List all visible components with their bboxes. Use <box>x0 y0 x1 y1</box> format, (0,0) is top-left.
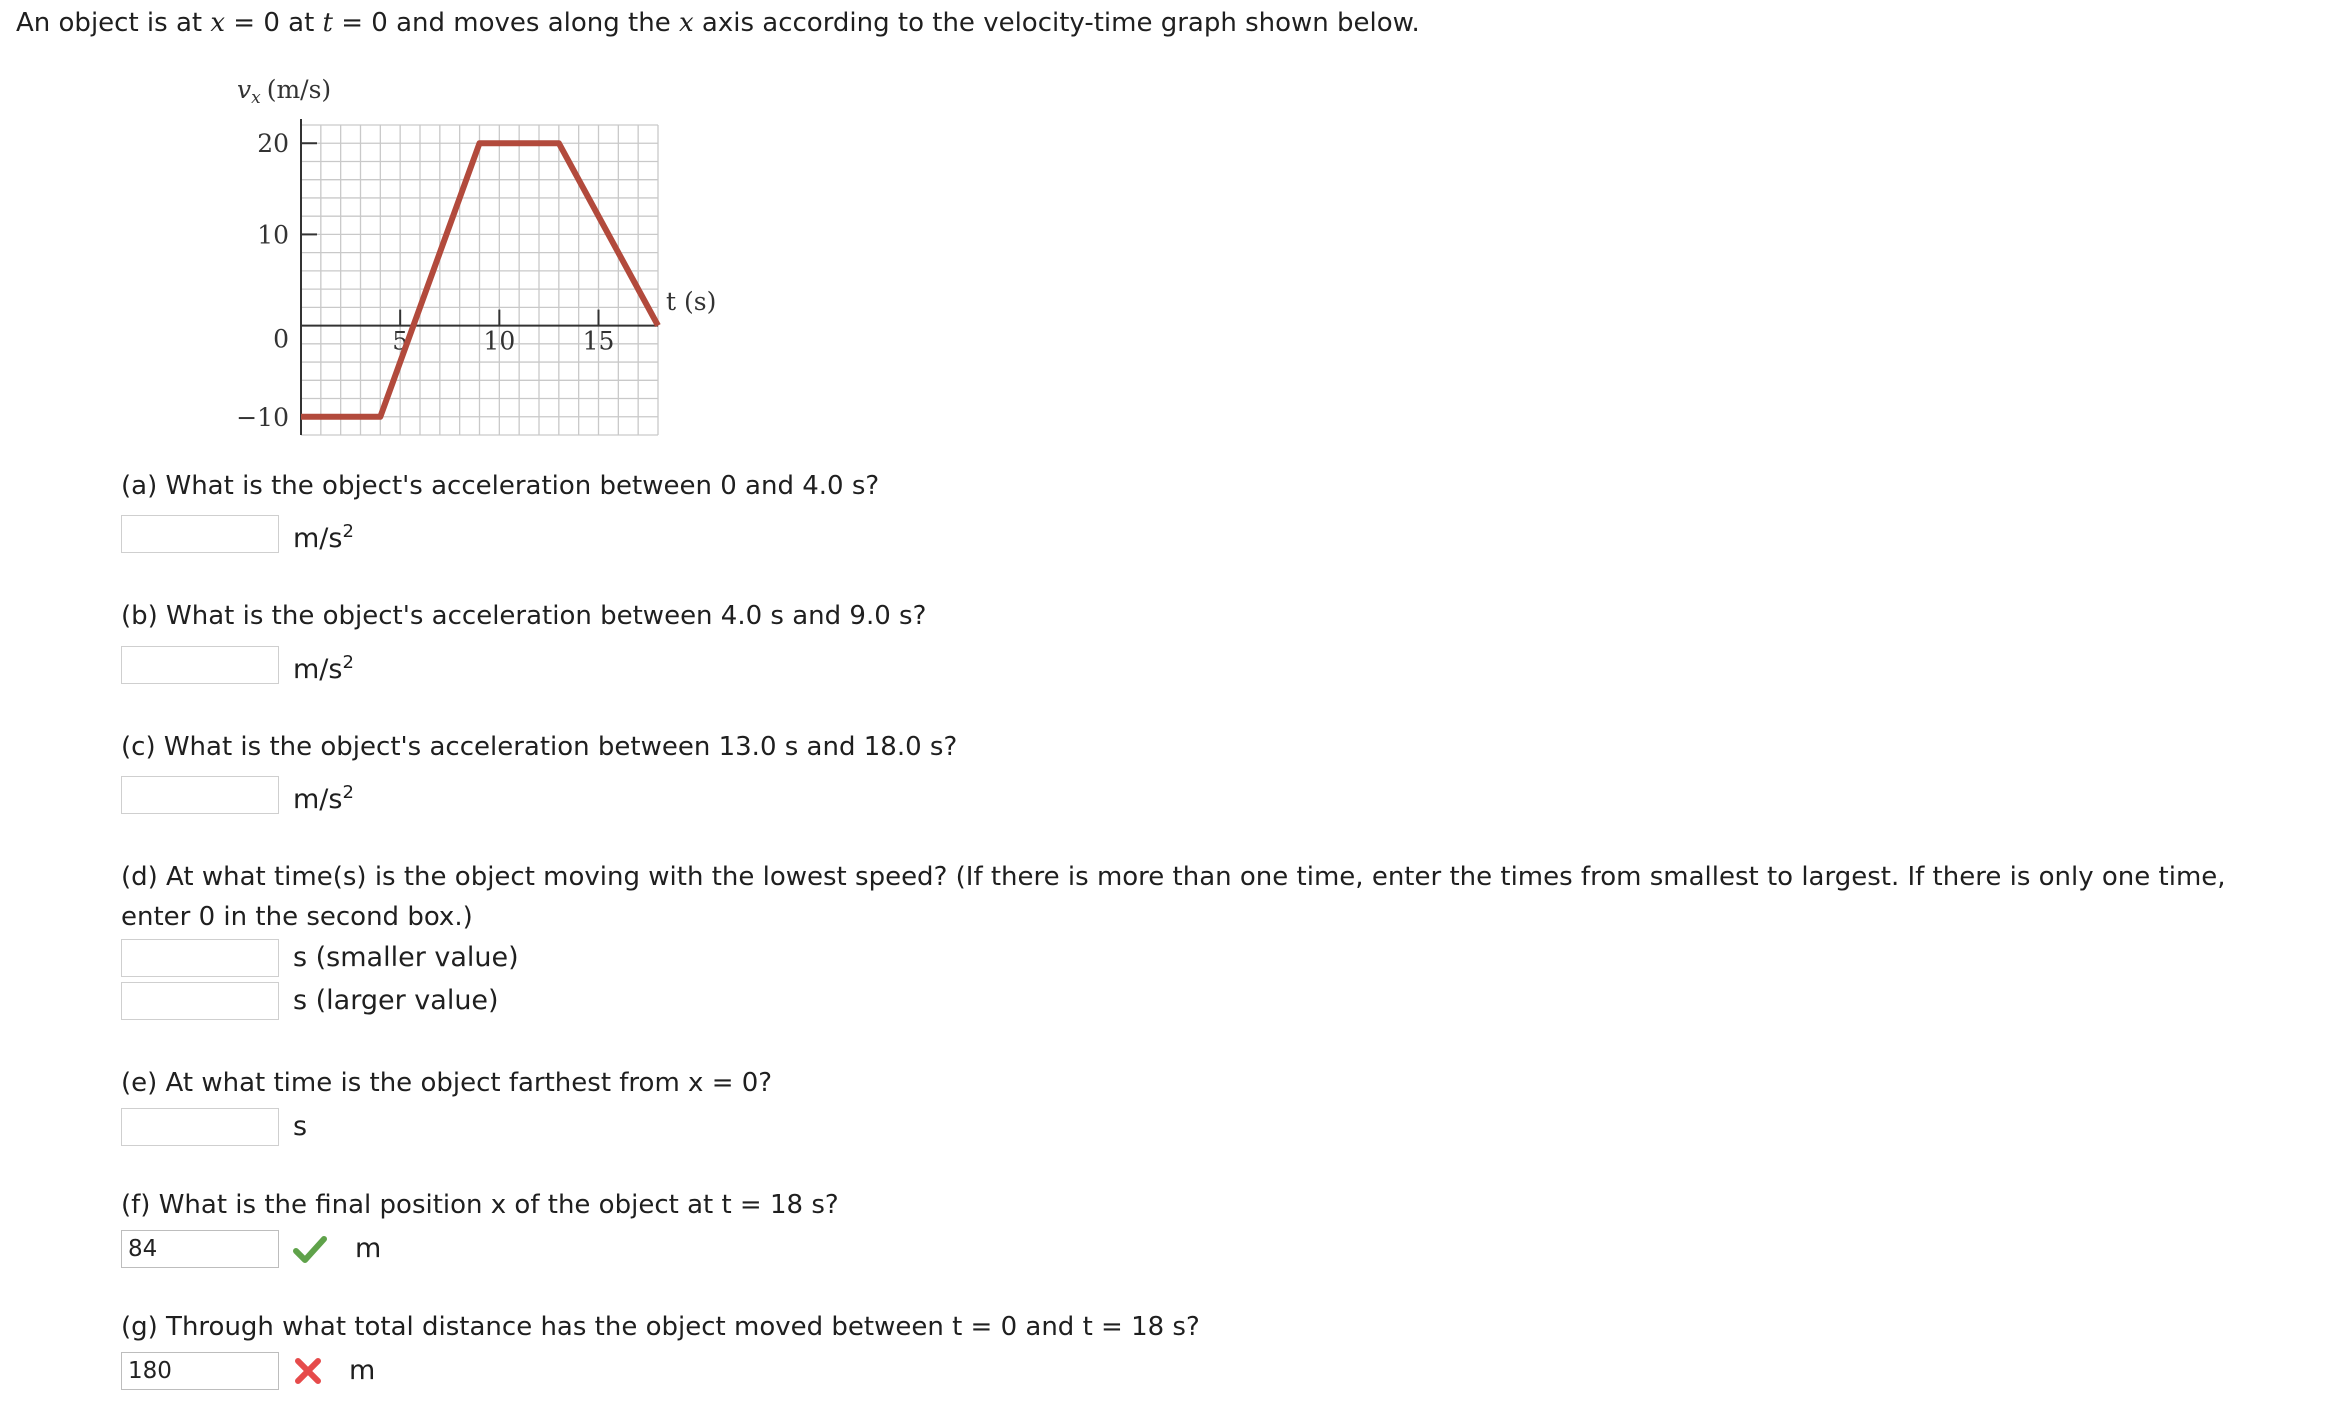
question-c-text: (c) What is the object's acceleration between 13.0 s and 18.0 s? <box>121 732 958 762</box>
answer-d-smaller-input[interactable] <box>121 939 279 977</box>
x-tick-label: 10 <box>483 326 516 356</box>
graph-ticks <box>236 129 614 432</box>
graph-grid <box>301 125 658 435</box>
x-axis-label: t (s) <box>666 287 717 316</box>
y-tick-label: 20 <box>257 129 289 159</box>
var-x: x <box>210 8 226 38</box>
unit-e: s <box>293 1111 308 1142</box>
x-tick-label: 15 <box>582 326 615 356</box>
var-t: t <box>322 8 333 38</box>
unit-g: m <box>349 1355 376 1386</box>
answer-e-input[interactable] <box>121 1108 279 1146</box>
question-g-text: (g) Through what total distance has the object moved between t = 0 and t = 18 s? <box>121 1312 1200 1342</box>
y-tick-label: −10 <box>236 402 289 432</box>
answer-g-input[interactable] <box>121 1352 279 1390</box>
answer-b-input[interactable] <box>121 646 279 684</box>
velocity-time-graph <box>215 70 735 450</box>
answer-d-larger-input[interactable] <box>121 982 279 1020</box>
answer-c-input[interactable] <box>121 776 279 814</box>
y-tick-label: 10 <box>257 220 289 250</box>
answer-a-input[interactable] <box>121 515 279 553</box>
unit-c: $m/s^2$ <box>293 782 354 815</box>
y-axis-label: $v_x$ (m/s) <box>237 75 332 108</box>
question-f-text: (f) What is the final position x of the object at t = 18 s? <box>121 1190 839 1220</box>
question-b-text: (b) What is the object's acceleration between 4.0 s and 9.0 s? <box>121 601 927 631</box>
x-tick-label: 5 <box>392 326 409 356</box>
unit-a: $m/s^2$ <box>293 521 354 554</box>
answer-f-input[interactable] <box>121 1230 279 1268</box>
unit-d-larger: s (larger value) <box>293 985 499 1016</box>
checkmark-icon <box>293 1236 327 1264</box>
question-e-text: (e) At what time is the object farthest from x = 0? <box>121 1068 773 1098</box>
y-tick-label: 0 <box>273 324 289 354</box>
question-d-text: (d) At what time(s) is the object moving with the lowest speed? (If there is more than one time, enter the times from smallest to largest. If there is only one time, enter 0 in the second box.) <box>121 862 2226 932</box>
unit-d-smaller: s (smaller value) <box>293 942 519 973</box>
cross-icon <box>293 1356 323 1386</box>
question-a-text: (a) What is the object's acceleration between 0 and 4.0 s? <box>121 471 880 501</box>
unit-f: m <box>355 1233 382 1264</box>
var-x-axis: x <box>678 8 694 38</box>
problem-statement: An object is at x = 0 at t = 0 and moves along the x axis according to the velocity-time graph shown below. <box>16 8 1420 38</box>
unit-b: $m/s^2$ <box>293 652 354 685</box>
